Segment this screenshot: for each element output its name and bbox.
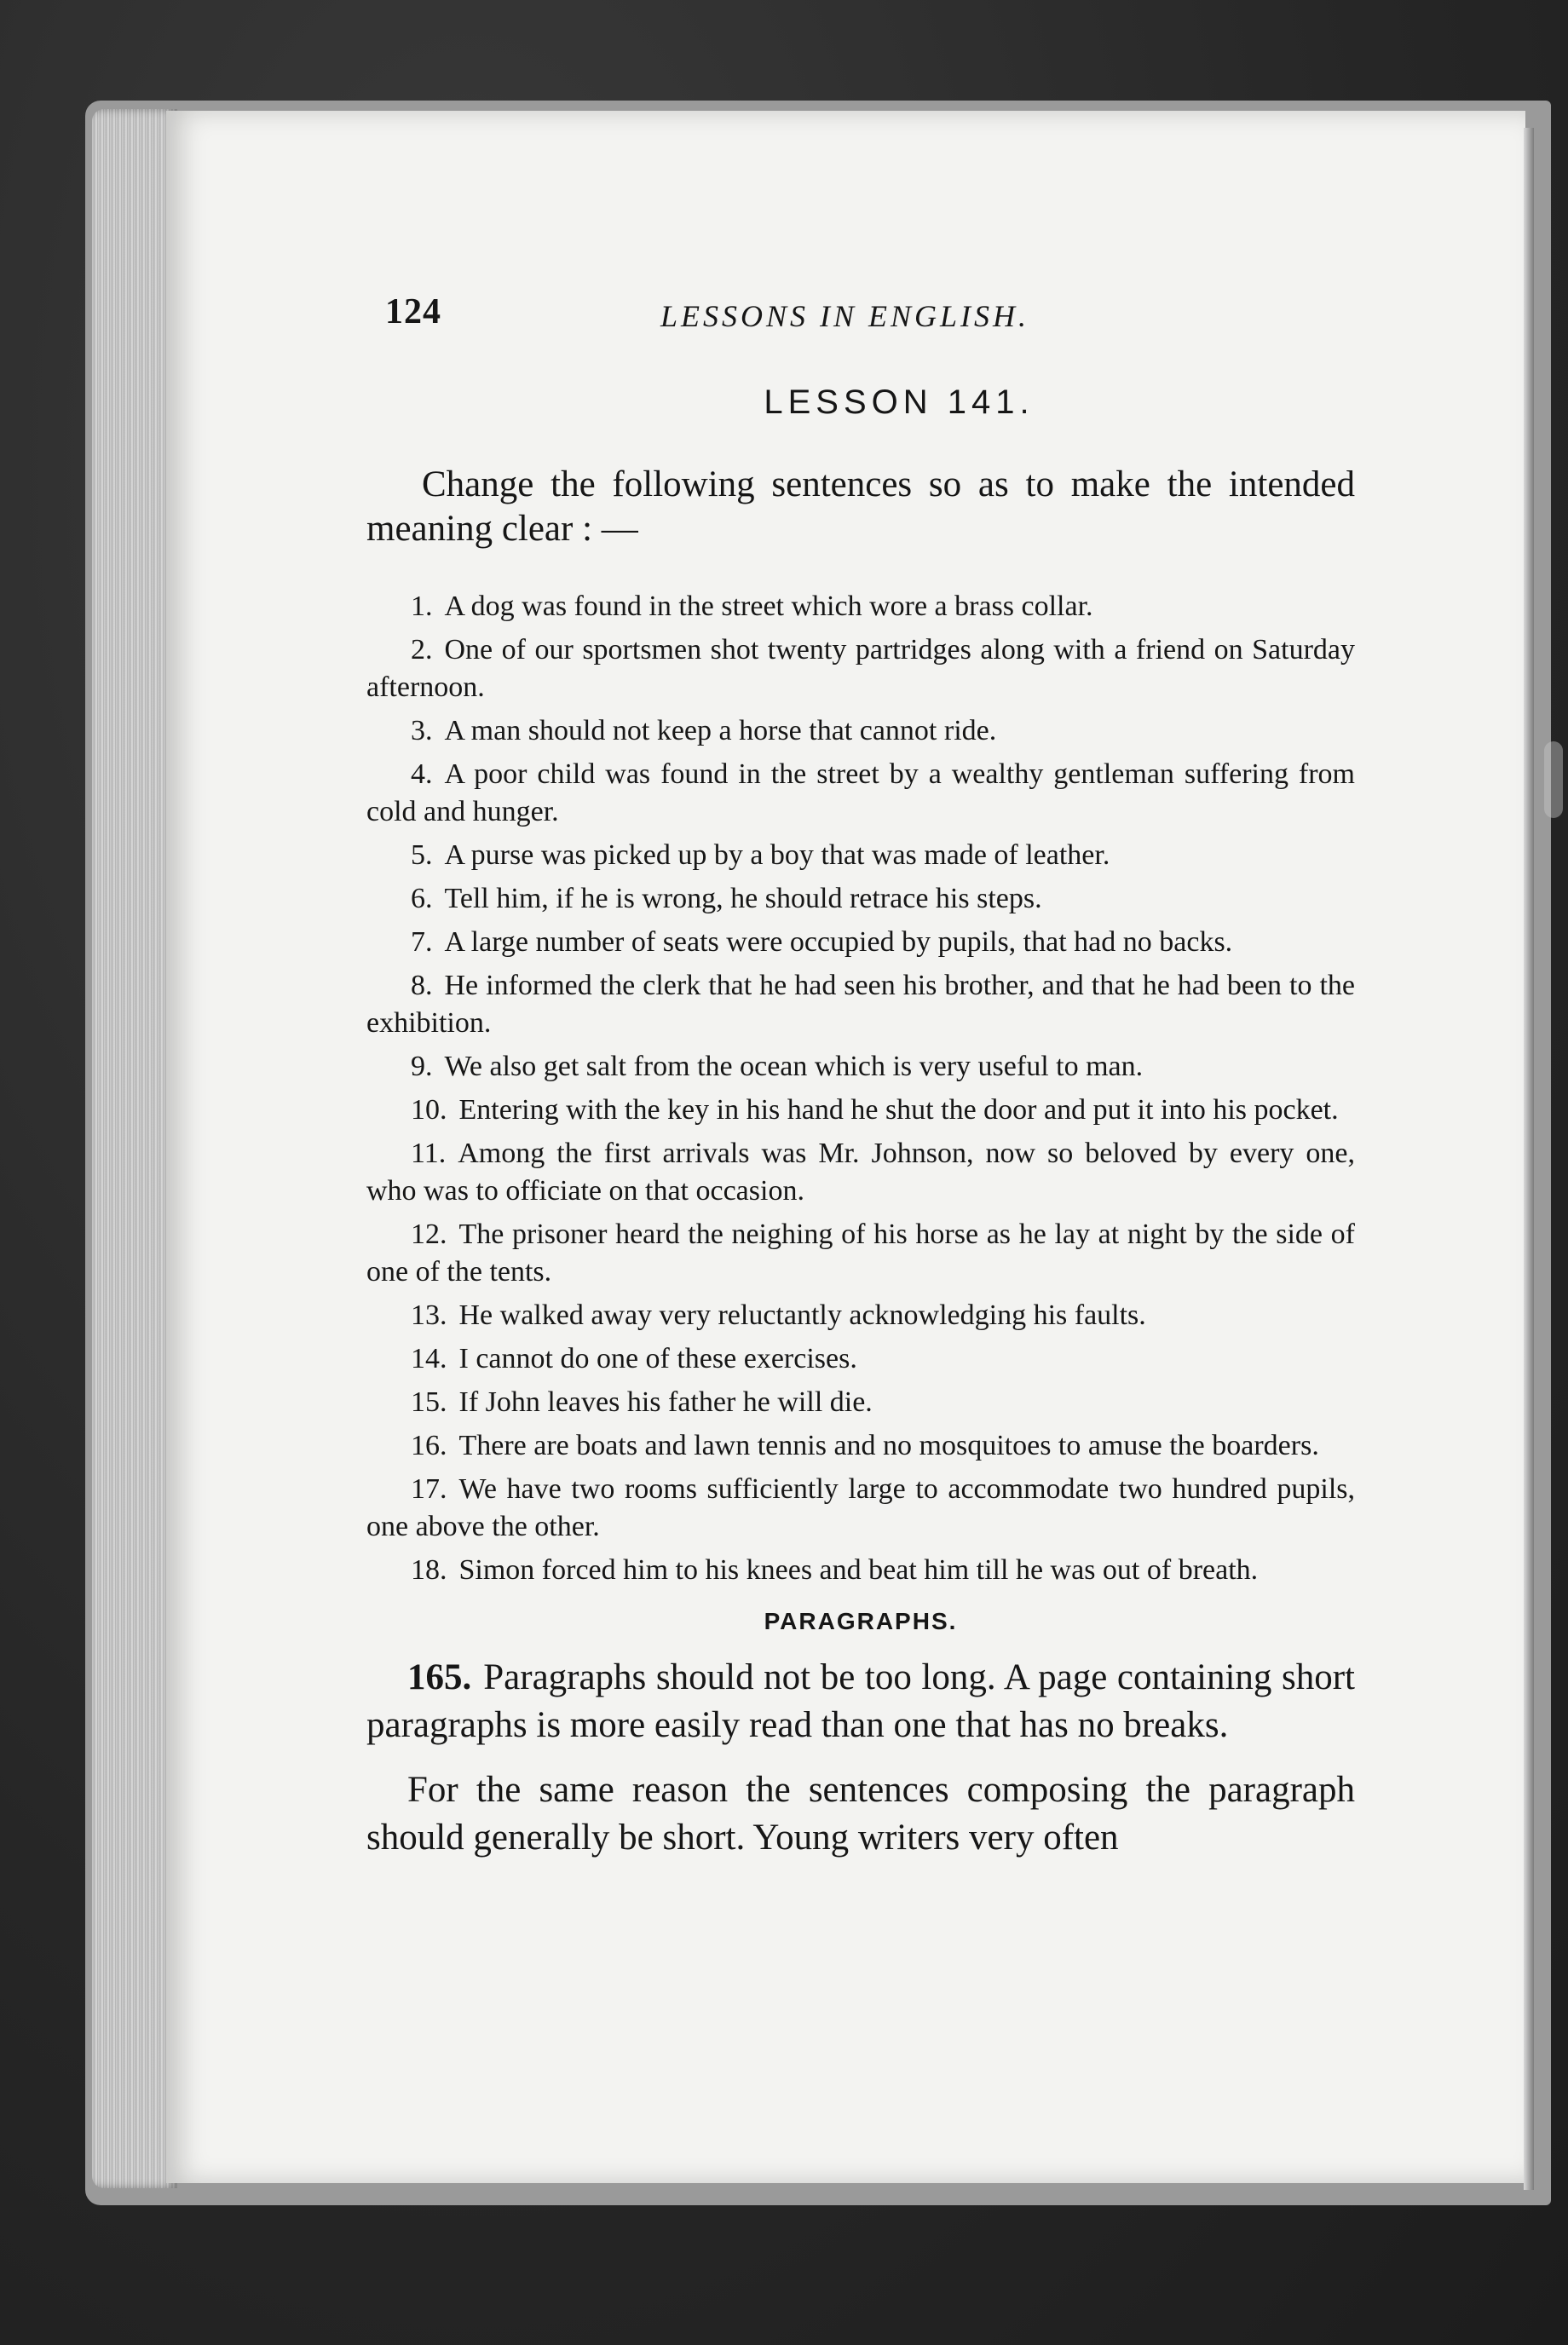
exercise-text: A large number of seats were occupied by pupils, that had no backs. xyxy=(444,926,1233,958)
exercise-list xyxy=(366,588,1355,1589)
lesson-title: LESSON 141. xyxy=(764,383,1035,421)
exercise-number: 7. xyxy=(411,926,433,958)
exercise-number: 13. xyxy=(411,1299,447,1331)
exercise-item xyxy=(366,1216,1355,1291)
exercise-item xyxy=(366,1048,1355,1086)
exercise-number: 16. xyxy=(411,1430,447,1461)
exercise-number: 9. xyxy=(411,1051,433,1082)
page-stain xyxy=(1544,741,1563,818)
exercise-text: A dog was found in the street which wore a brass collar. xyxy=(444,591,1093,622)
exercise-number: 11. xyxy=(411,1138,447,1169)
exercise-text: He informed the clerk that he had seen his brother, and that he had been to the exhibition. xyxy=(366,970,1355,1039)
exercise-number: 4. xyxy=(411,758,433,790)
exercise-text: If John leaves his father he will die. xyxy=(458,1386,873,1418)
exercise-text: Among the first arrivals was Mr. Johnson, now so beloved by every one, who was to officiate on that occasion. xyxy=(366,1138,1355,1207)
exercise-number: 17. xyxy=(411,1473,447,1505)
exercise-text: We have two rooms sufficiently large to accommodate two hundred pupils, one above the other. xyxy=(366,1473,1355,1542)
exercise-text: Simon forced him to his knees and beat him till he was out of breath. xyxy=(458,1554,1259,1586)
paragraph-continued: For the same reason the sentences composing the paragraph should generally be short. Young writers very often xyxy=(366,1770,1355,1858)
exercise-number: 14. xyxy=(411,1343,447,1374)
exercise-item xyxy=(366,631,1355,706)
paragraph-number: 165. xyxy=(407,1657,472,1697)
exercise-item xyxy=(366,1552,1355,1589)
page-right-edge xyxy=(1524,128,1534,2190)
exercise-item xyxy=(366,588,1355,625)
exercise-item xyxy=(366,1340,1355,1378)
running-title: LESSONS IN ENGLISH. xyxy=(660,299,1030,333)
exercise-number: 12. xyxy=(411,1219,447,1250)
exercise-number: 15. xyxy=(411,1386,447,1418)
section-heading: PARAGRAPHS. xyxy=(764,1608,958,1634)
exercise-text: He walked away very reluctantly acknowledging his faults. xyxy=(458,1299,1146,1331)
exercise-item xyxy=(366,1384,1355,1421)
page-content xyxy=(366,281,1355,1879)
lesson-instruction: Change the following sentences so as to make the intended meaning clear : — xyxy=(366,464,1355,549)
exercise-item xyxy=(366,756,1355,831)
exercise-item xyxy=(366,967,1355,1042)
exercise-text: One of our sportsmen shot twenty partridges along with a friend on Saturday afternoon. xyxy=(366,634,1355,703)
paragraph-165 xyxy=(366,1654,1355,1749)
exercise-number: 3. xyxy=(411,715,433,746)
exercise-item xyxy=(366,1427,1355,1465)
exercise-text: We also get salt from the ocean which is very useful to man. xyxy=(444,1051,1144,1082)
exercise-item xyxy=(366,837,1355,874)
running-head xyxy=(366,281,1355,341)
exercise-item xyxy=(366,712,1355,750)
exercise-text: There are boats and lawn tennis and no mosquitoes to amuse the boarders. xyxy=(458,1430,1319,1461)
exercise-text: A purse was picked up by a boy that was made of leather. xyxy=(444,839,1110,871)
exercise-text: Tell him, if he is wrong, he should retrace his steps. xyxy=(444,883,1042,914)
exercise-number: 10. xyxy=(411,1094,447,1126)
exercise-item xyxy=(366,1297,1355,1334)
exercise-item xyxy=(366,1092,1355,1129)
exercise-item xyxy=(366,1471,1355,1546)
exercise-text: Entering with the key in his hand he shut the door and put it into his pocket. xyxy=(458,1094,1339,1126)
exercise-number: 5. xyxy=(411,839,433,871)
exercise-number: 1. xyxy=(411,591,433,622)
exercise-number: 6. xyxy=(411,883,433,914)
exercise-text: A poor child was found in the street by a wealthy gentleman suffering from cold and hunger. xyxy=(366,758,1355,827)
exercise-item xyxy=(366,880,1355,918)
exercise-text: The prisoner heard the neighing of his horse as he lay at night by the side of one of the tents. xyxy=(366,1219,1355,1288)
exercise-item xyxy=(366,1135,1355,1210)
exercise-number: 18. xyxy=(411,1554,447,1586)
exercise-text: I cannot do one of these exercises. xyxy=(458,1343,857,1374)
page-number: 124 xyxy=(385,292,441,331)
exercise-number: 8. xyxy=(411,970,433,1001)
exercise-item xyxy=(366,924,1355,961)
page-edges xyxy=(92,109,177,2188)
exercise-text: A man should not keep a horse that cannot ride. xyxy=(444,715,997,746)
exercise-number: 2. xyxy=(411,634,433,665)
paragraph-text: Paragraphs should not be too long. A page containing short paragraphs is more easily read than one that has no breaks. xyxy=(366,1657,1355,1745)
